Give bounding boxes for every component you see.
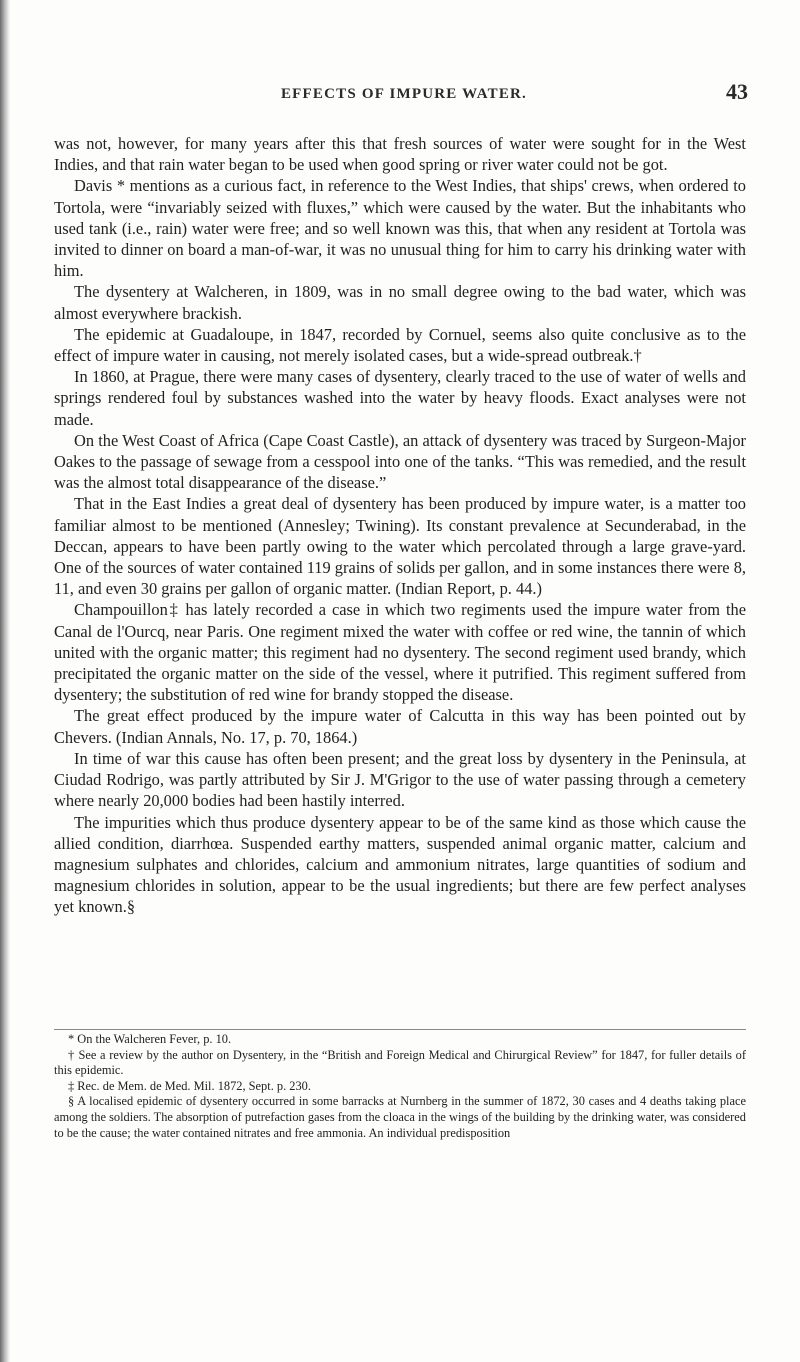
- paragraph: Davis * mentions as a curious fact, in reference to the West Indies, that ships' crews, when ordered to Tortola, were “invariably seized with fluxes,” which were caused by the water. But the inhabitants who used tank (i.e., rain) water were free; and so well known was this, that when any resident at Tortola was invited to dinner on board a man-of-war, it was no unusual thing for him to carry his drinking water with him.: [54, 176, 746, 281]
- footnote: † See a review by the author on Dysentery, in the “British and Foreign Medical and Chirurgical Review” for 1847, for fuller details of this epidemic.: [54, 1047, 746, 1078]
- paragraph: The great effect produced by the impure water of Calcutta in this way has been pointed out by Chevers. (Indian Annals, No. 17, p. 70, 1864.): [54, 706, 746, 747]
- footnote: § A localised epidemic of dysentery occurred in some barracks at Nurnberg in the summer of 1872, 30 cases and 4 deaths taking place among the soldiers. The absorption of putrefaction gases from the cloaca in the wings of the building by the drinking water, was considered to be the cause; the water contained nitrates and free ammonia. An individual predisposition: [54, 1094, 746, 1140]
- page-binding-shadow: [0, 0, 10, 1362]
- page-number: 43: [726, 79, 748, 104]
- paragraph: That in the East Indies a great deal of dysentery has been produced by impure water, is a matter too familiar almost to be mentioned (Annesley; Twining). Its constant prevalence at Secunderabad, in the Deccan, appears to have been partly owing to the water which percolated through a large grave-yard. One of the sources of water contained 119 grains of solids per gallon, and in some instances there were 8, 11, and even 30 grains per gallon of organic matter. (Indian Report, p. 44.): [54, 494, 746, 599]
- main-text: [54, 133, 746, 918]
- footnote: * On the Walcheren Fever, p. 10.: [68, 1032, 232, 1046]
- paragraph: The epidemic at Guadaloupe, in 1847, recorded by Cornuel, seems also quite conclusive as to the effect of impure water in causing, not merely isolated cases, but a wide-spread outbreak.†: [54, 324, 746, 366]
- paragraph: was not, however, for many years after this that fresh sources of water were sought for in the West Indies, and that rain water began to be used when good spring or river water could not be got.: [54, 134, 746, 175]
- running-head: [60, 79, 748, 110]
- paragraph: On the West Coast of Africa (Cape Coast Castle), an attack of dysentery was traced by Surgeon-Major Oakes to the passage of sewage from a cesspool into one of the tanks. “This was remedied, and the result was the almost total disappearance of the disease.”: [54, 430, 746, 493]
- paragraph: Champouillon‡ has lately recorded a case in which two regiments used the impure water from the Canal de l'Ourcq, near Paris. One regiment mixed the water with coffee or red wine, the tannin of which united with the organic matter; this regiment had no dysentery. The second regiment used brandy, which precipitated the organic matter on the side of the vessel, where it putrified. This regiment suffered from dysentery; the substitution of red wine for brandy stopped the disease.: [54, 600, 746, 705]
- paragraph: In time of war this cause has often been present; and the great loss by dysentery in the Peninsula, at Ciudad Rodrigo, was partly attributed by Sir J. M'Grigor to the use of water passing through a cemetery where nearly 20,000 bodies had been hastily interred.: [54, 748, 746, 811]
- footnotes: [54, 1032, 746, 1141]
- footnote: ‡ Rec. de Mem. de Med. Mil. 1872, Sept. p. 230.: [68, 1078, 311, 1093]
- paragraph: The dysentery at Walcheren, in 1809, was in no small degree owing to the bad water, which was almost everywhere brackish.: [54, 282, 746, 323]
- footnote-divider: [54, 1029, 746, 1030]
- paragraph: The impurities which thus produce dysentery appear to be of the same kind as those which cause the allied condition, diarrhœa. Suspended earthy matters, suspended animal organic matter, calcium and magnesium sulphates and chlorides, calcium and ammonium nitrates, large quantities of sodium and magnesium chlorides in solution, appear to be the usual ingredients; but there are few perfect analyses yet known.§: [54, 812, 746, 917]
- paragraph: In 1860, at Prague, there were many cases of dysentery, clearly traced to the use of water of wells and springs rendered foul by substances washed into the water by heavy floods. Exact analyses were not made.: [54, 367, 746, 429]
- running-title: EFFECTS OF IMPURE WATER.: [280, 86, 528, 102]
